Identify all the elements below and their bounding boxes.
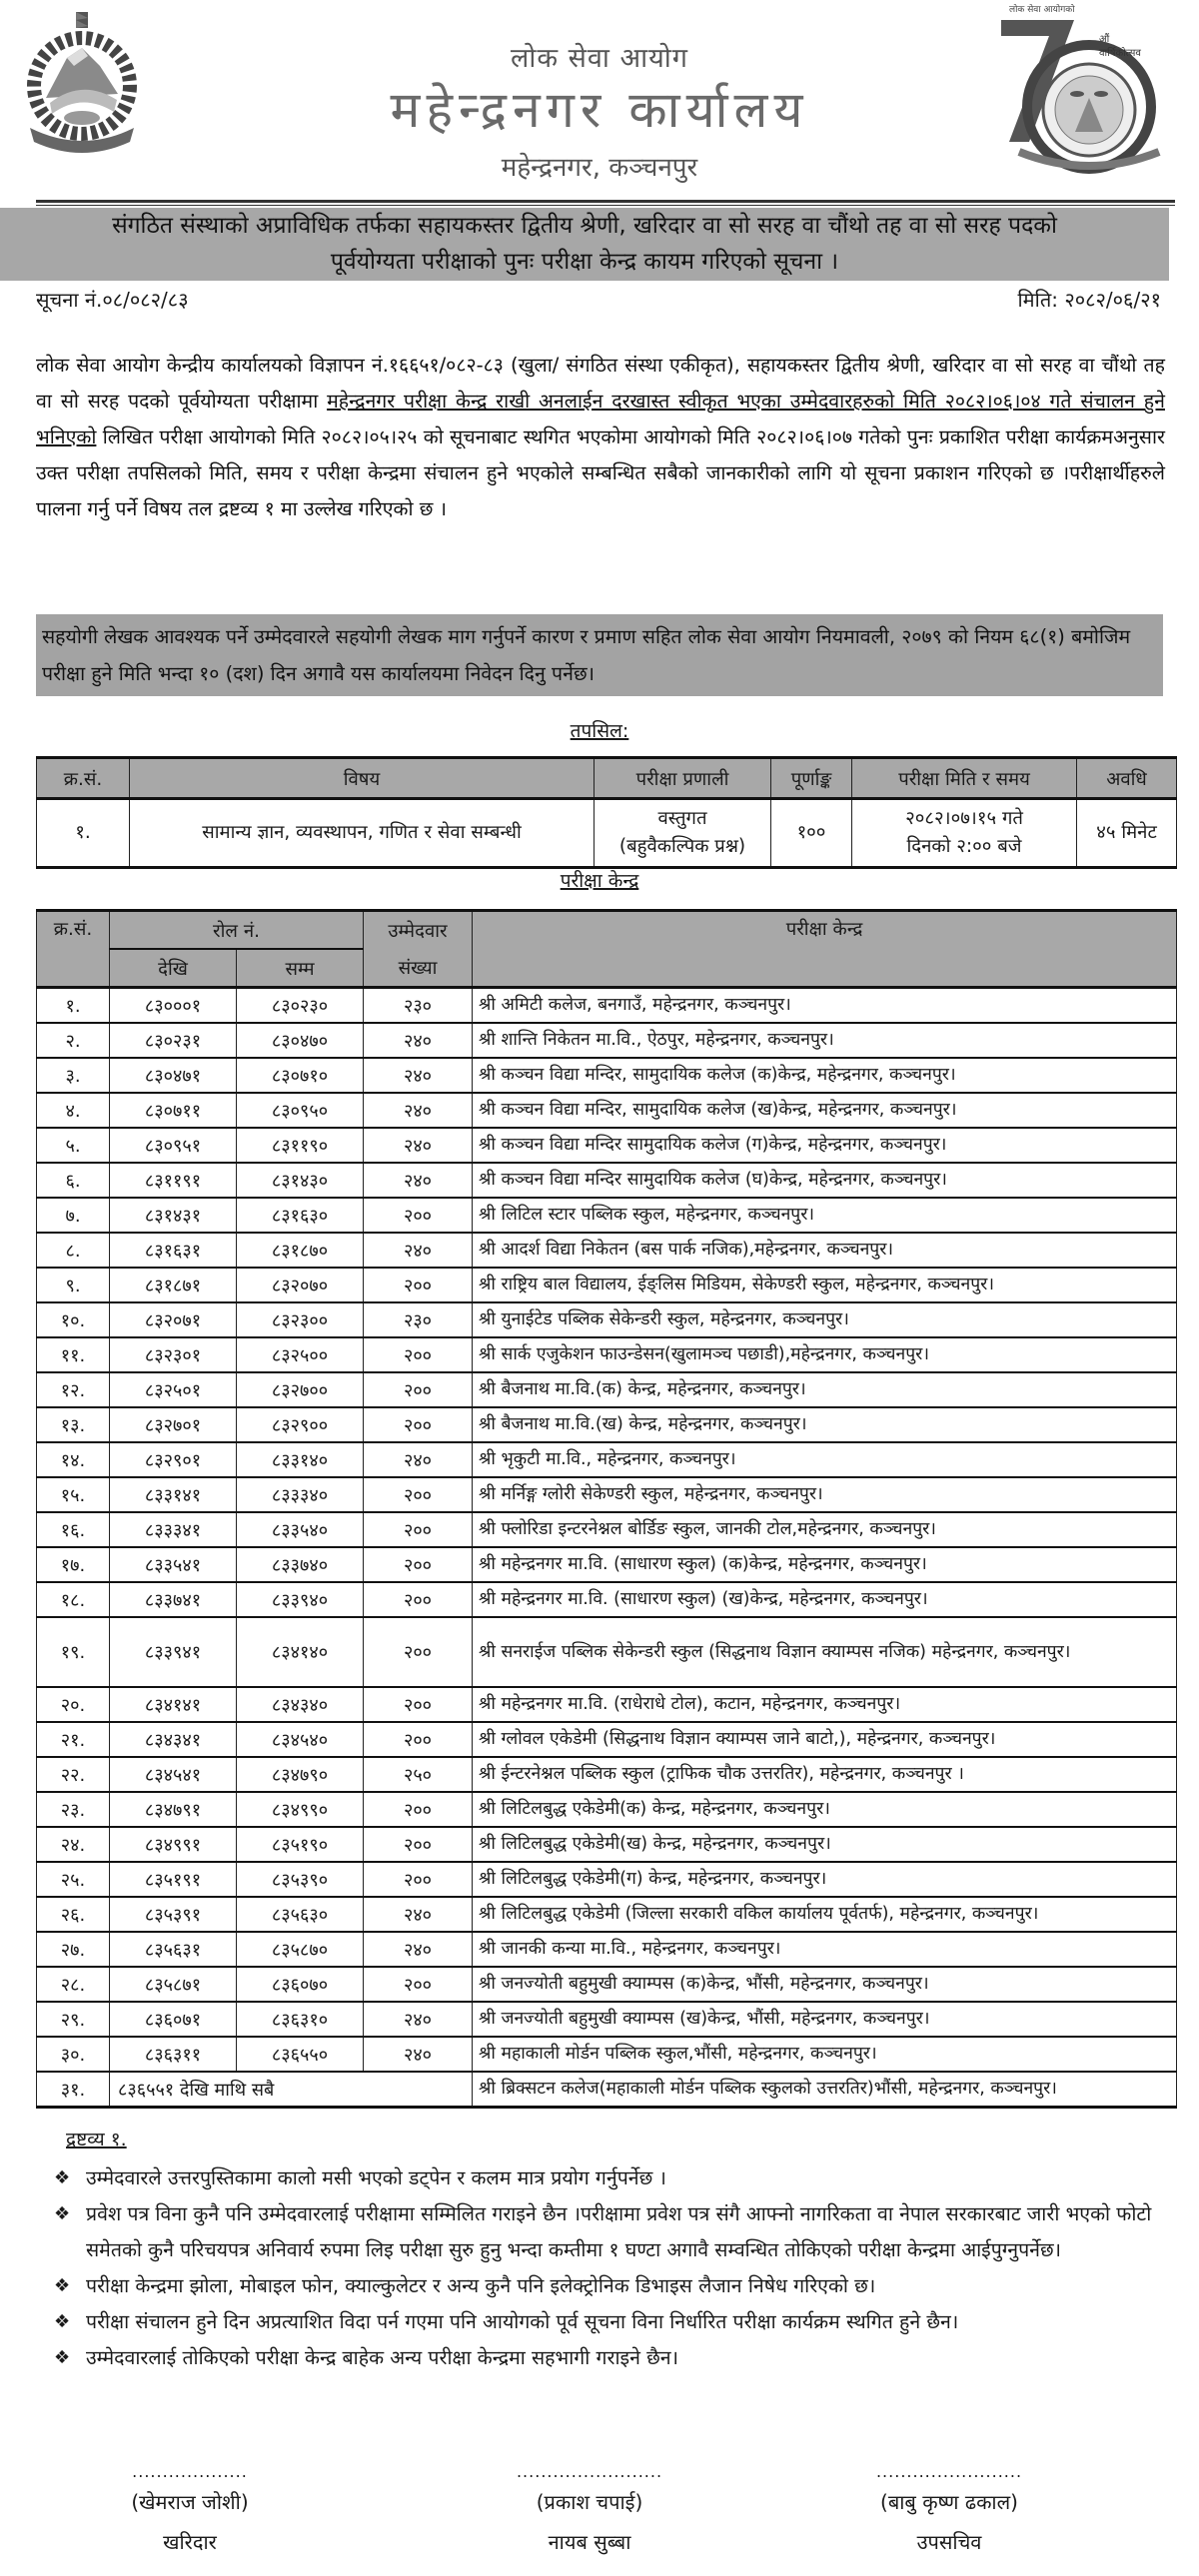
row-sn: १९. [37,1617,110,1687]
row-sn: ९. [37,1268,110,1302]
row-candidate-count: २४० [364,2037,473,2072]
row-roll-to: ८३३७४० [237,1547,364,1582]
col-header-full-marks: पूर्णाङ्क [771,758,852,799]
row-roll-to: ८३२५०० [237,1337,364,1372]
letterhead [0,0,1199,190]
signatory-name: (खेमराज जोशी) [131,2490,249,2514]
body-text-part-1: लोक सेवा आयोग केन्द्रीय कार्यालयको विज्ञापन नं.१६६५१/०८२-८३ (खुला/ संगठित संस्था एकीकृत), सहायकस्तर द्वितीय श्रेणी, खरिदार वा सो सरह वा चौंथो तह वा सो सरह पदको पूर्वयोग्यता परीक्षामा [36,354,1165,413]
row-center-name: श्री आदर्श विद्या निकेतन (बस पार्क नजिक),महेन्द्रनगर, कञ्चनपुर। [473,1233,1177,1268]
row-roll-from: ८३०२३१ [110,1023,237,1058]
centers-title [0,867,1199,893]
centers-header-row-1 [37,911,1177,950]
row-candidate-count: २४० [364,1023,473,1058]
schedule-title [0,717,1199,743]
table-row [37,1757,1177,1792]
note-text: प्रवेश पत्र विना कुनै पनि उम्मेदवारलाई परीक्षामा सम्मिलित गराइने छैन ।परीक्षामा प्रवेश पत्र संगै आफ्नो नागरिकता वा नेपाल सरकारबाट जारी भएको फोटो समेतको कुनै परिचयपत्र अनिवार्य रुपमा लिइ परीक्षा सुरु हुनु भन्दा कम्तीमा १ घण्टा अगावै सम्वन्धित तोकिएको परीक्षा केन्द्रमा आईपुग्नुपर्नेछ। [86,2202,1152,2261]
row-roll-from: ८३४१४१ [110,1687,237,1722]
row-sn: ८. [37,1233,110,1268]
notice-title-line-1: संगठित संस्थाको अप्राविधिक तर्फका सहायकस्तर द्वितीय श्रेणी, खरिदार वा सो सरह वा चौंथो तह वा सो सरह पदको [112,213,1057,239]
diamond-bullet-icon: ❖ [54,2347,71,2368]
col-header-count-line-1: उम्मेदवार [364,911,473,950]
row-sn: २६. [37,1897,110,1932]
table-row [37,1337,1177,1372]
exam-schedule-table [36,756,1177,869]
row-roll-to: ८३१६३० [237,1198,364,1233]
row-center-name: श्री जनज्योती बहुमुखी क्याम्पस (ख)केन्द्र, भौंसी, महेन्द्रनगर, कञ्चनपुर। [473,2002,1177,2037]
row-candidate-count: २०० [364,1372,473,1407]
row-candidate-count: २४० [364,1163,473,1198]
signatory-name: (बाबु कृष्ण ढकाल) [880,2490,1018,2514]
row-sn: ४. [37,1093,110,1128]
exam-centers-table [36,909,1177,2109]
row-roll-from: ८३२५०१ [110,1372,237,1407]
row-roll-from: ८३४७९१ [110,1792,237,1827]
helper-writer-notice: सहयोगी लेखक आवश्यक पर्ने उम्मेदवारले सहयोगी लेखक माग गर्नुपर्ने कारण र प्रमाण सहित लोक सेवा आयोग नियमावली, २०७९ को नियम ६८(१) बमोजिम परीक्षा हुने मिति भन्दा १० (दश) दिन अगावै यस कार्यालयमा निवेदन दिनु पर्नेछ। [36,614,1163,696]
signature-block-3 [819,2462,1079,2562]
table-row [37,1233,1177,1268]
row-sn: २. [37,1023,110,1058]
table-row [37,1093,1177,1128]
row-roll-from: ८३०४७१ [110,1058,237,1093]
row-sn: २९. [37,2002,110,2037]
diamond-bullet-icon: ❖ [54,2311,71,2332]
exam-date: २०८२।०७।१५ गते [905,808,1023,829]
schedule-subject: सामान्य ज्ञान, व्यवस्थापन, गणित र सेवा सम्बन्धी [130,799,595,868]
row-roll-from: ८३०००१ [110,988,237,1024]
col-header-roll-to: सम्म [237,949,364,988]
table-row [37,1932,1177,1967]
notice-number: सूचना नं.०८/०८२/८३ [36,288,189,312]
row-roll-to: ८३२९०० [237,1407,364,1442]
schedule-header-row [37,758,1177,799]
row-sn: १०. [37,1302,110,1337]
row-candidate-count: २३० [364,988,473,1024]
row-roll-from: ८३२३०१ [110,1337,237,1372]
row-sn: ३१. [37,2072,110,2108]
row-roll-to: ८३६५५० [237,2037,364,2072]
notice-title-band [0,208,1169,281]
row-sn: १२. [37,1372,110,1407]
row-center-name: श्री कञ्चन विद्या मन्दिर, सामुदायिक कलेज (क)केन्द्र, महेन्द्रनगर, कञ्चनपुर। [473,1058,1177,1093]
row-center-name: श्री कञ्चन विद्या मन्दिर, सामुदायिक कलेज (ख)केन्द्र, महेन्द्रनगर, कञ्चनपुर। [473,1093,1177,1128]
table-row [37,1477,1177,1512]
col-header-duration: अवधि [1077,758,1177,799]
row-roll-range-all: ८३६५५१ देखि माथि सबै [110,2072,473,2108]
row-roll-from: ८३३१४१ [110,1477,237,1512]
row-roll-to: ८३६३१० [237,2002,364,2037]
row-roll-to: ८३४१४० [237,1617,364,1687]
signatory-designation: उपसचिव [916,2530,982,2554]
table-row [37,1897,1177,1932]
row-roll-to: ८३४३४० [237,1687,364,1722]
row-sn: २८. [37,1967,110,2002]
table-row [37,1023,1177,1058]
row-sn: ६. [37,1163,110,1198]
note-item [48,2340,1167,2376]
row-sn: २०. [37,1687,110,1722]
row-sn: ७. [37,1198,110,1233]
schedule-full-marks: १०० [771,799,852,868]
notice-title-line-2: पूर्वयोग्यता परीक्षाको पुनः परीक्षा केन्द्र कायम गरिएको सूचना । [330,249,839,275]
row-roll-from: ८३५३९१ [110,1897,237,1932]
table-row [37,1792,1177,1827]
table-row [37,1547,1177,1582]
schedule-row [37,799,1177,868]
row-sn: २५. [37,1862,110,1897]
row-roll-from: ८३०७११ [110,1093,237,1128]
note-item [48,2268,1167,2304]
row-roll-from: ८३१४३१ [110,1198,237,1233]
row-center-name: श्री सनराईज पब्लिक सेकेन्डरी स्कुल (सिद्धनाथ विज्ञान क्याम्पस नजिक) महेन्द्रनगर, कञ्चनपुर। [473,1617,1177,1687]
table-row [37,1442,1177,1477]
office-location: महेन्द्रनगर, कञ्चनपुर [501,153,698,183]
col-header-count-line-2: संख्या [364,949,473,988]
row-roll-from: ८३१८७१ [110,1268,237,1302]
row-candidate-count: २३० [364,1302,473,1337]
row-roll-from: ८३५६३१ [110,1932,237,1967]
header-divider-thin [36,205,1175,206]
row-roll-from: ८३५८७१ [110,1967,237,2002]
office-name: महेन्द्रनगर कार्यालय [390,81,809,139]
centers-title-text: परीक्षा केन्द्र [560,870,639,892]
row-candidate-count: २०० [364,1477,473,1512]
body-text-part-2: लिखित परीक्षा आयोगको मिति २०८२।०५।२५ को सूचनाबाट स्थगित भएकोमा आयोगको मिति २०८२।०६।०७ गतेको पुनः प्रकाशित परीक्षा कार्यक्रमअनुसार उक्त परीक्षा तपसिलको मिति, समय र परीक्षा केन्द्रमा संचालन हुने भएकोले सम्बन्धित सबैको जानकारीको लागि यो सूचना प्रकाशन गरिएको छ ।परीक्षार्थीहरुले पालना गर्नु पर्ने विषय तल द्रष्टव्य १ मा उल्लेख गरिएको छ । [36,426,1165,520]
schedule-exam-system [595,799,771,868]
row-roll-to: ८३०२३० [237,988,364,1024]
row-roll-to: ८३४७९० [237,1757,364,1792]
exam-time: दिनको २:०० बजे [906,836,1022,857]
row-candidate-count: २०० [364,1792,473,1827]
diamond-bullet-icon: ❖ [54,2167,71,2188]
row-candidate-count: २४० [364,1058,473,1093]
row-roll-to: ८३२०७० [237,1268,364,1302]
row-roll-from: ८३११९१ [110,1163,237,1198]
row-roll-to: ८३१८७० [237,1233,364,1268]
row-center-name: श्री युनाईटेड पब्लिक सेकेन्डरी स्कुल, महेन्द्रनगर, कञ्चनपुर। [473,1302,1177,1337]
row-center-name: श्री महेन्द्रनगर मा.वि. (साधारण स्कुल) (क)केन्द्र, महेन्द्रनगर, कञ्चनपुर। [473,1547,1177,1582]
notice-body [36,348,1165,527]
row-roll-from: ८३१६३१ [110,1233,237,1268]
col-header-roll-from: देखि [110,949,237,988]
nepal-government-emblem-icon [22,8,142,158]
exam-system-line-2: (बहुवैकल्पिक प्रश्न) [618,836,746,857]
logo-suffix: औं [1099,34,1110,45]
table-row-last [37,2072,1177,2108]
row-roll-from: ८३४५४१ [110,1757,237,1792]
row-center-name: श्री फ्लोरिडा इन्टरनेश्नल बोर्डिङ स्कुल, जानकी टोल,महेन्द्रनगर, कञ्चनपुर। [473,1512,1177,1547]
row-roll-to: ८३०९५० [237,1093,364,1128]
row-roll-to: ८३१४३० [237,1163,364,1198]
table-row [37,2037,1177,2072]
table-row [37,1407,1177,1442]
row-roll-to: ८३५३९० [237,1862,364,1897]
row-center-name: श्री बैजनाथ मा.वि.(क) केन्द्र, महेन्द्रनगर, कञ्चनपुर। [473,1372,1177,1407]
row-roll-to: ८३२३०० [237,1302,364,1337]
row-roll-to: ८३२७०० [237,1372,364,1407]
row-roll-to: ८३४५४० [237,1722,364,1757]
signature-line: ........................ [516,2462,663,2481]
schedule-duration: ४५ मिनेट [1077,799,1177,868]
table-row [37,988,1177,1024]
row-sn: १६. [37,1512,110,1547]
row-candidate-count: २४० [364,1233,473,1268]
notes-list [48,2160,1167,2376]
table-row [37,2002,1177,2037]
table-row [37,1582,1177,1617]
row-candidate-count: २०० [364,1722,473,1757]
row-center-name: श्री बैजनाथ मा.वि.(ख) केन्द्र, महेन्द्रनगर, कञ्चनपुर। [473,1407,1177,1442]
diamond-bullet-icon: ❖ [54,2203,71,2224]
row-sn: १४. [37,1442,110,1477]
col-header-sn: क्र.सं. [37,911,110,988]
table-row [37,1722,1177,1757]
note-item [48,2160,1167,2196]
schedule-date-time [852,799,1077,868]
row-candidate-count: २०० [364,1582,473,1617]
row-roll-from: ८३३९४१ [110,1617,237,1687]
row-candidate-count: २४० [364,1897,473,1932]
signature-line: ........................ [875,2462,1023,2481]
row-candidate-count: २४० [364,1932,473,1967]
row-sn: २१. [37,1722,110,1757]
row-center-name: श्री लिटिल स्टार पब्लिक स्कुल, महेन्द्रनगर, कञ्चनपुर। [473,1198,1177,1233]
row-center-name: श्री लिटिलबुद्ध एकेडेमी(क) केन्द्र, महेन्द्रनगर, कञ्चनपुर। [473,1792,1177,1827]
col-header-sn: क्र.सं. [37,758,130,799]
row-center-name: श्री जानकी कन्या मा.वि., महेन्द्रनगर, कञ्चनपुर। [473,1932,1177,1967]
centers-table-body [37,988,1177,2108]
notes-title: द्रष्टव्य १. [66,2129,127,2150]
row-roll-to: ८३३३४० [237,1477,364,1512]
signatory-name: (प्रकाश चपाई) [536,2490,643,2514]
table-row [37,1372,1177,1407]
logo-subtitle: वार्षिकोत्सव [1099,48,1141,59]
table-row [37,1687,1177,1722]
row-sn: २३. [37,1792,110,1827]
note-item [48,2304,1167,2340]
row-center-name: श्री ग्लोवल एकेडेमी (सिद्धनाथ विज्ञान क्याम्पस जाने बाटो,), महेन्द्रनगर, कञ्चनपुर। [473,1722,1177,1757]
col-header-roll-no: रोल नं. [110,911,364,950]
row-center-name: श्री अमिटी कलेज, बनगाउँ, महेन्द्रनगर, कञ्चनपुर। [473,988,1177,1024]
row-candidate-count: २०० [364,1407,473,1442]
row-center-name: श्री सार्क एजुकेशन फाउन्डेसन(खुलामञ्च पछाडी),महेन्द्रनगर, कञ्चनपुर। [473,1337,1177,1372]
row-candidate-count: २०० [364,1827,473,1862]
signature-line: ................... [132,2462,248,2481]
col-header-date-time: परीक्षा मिति र समय [852,758,1077,799]
row-sn: १. [37,988,110,1024]
row-roll-to: ८३०४७० [237,1023,364,1058]
row-roll-from: ८३३३४१ [110,1512,237,1547]
row-sn: २७. [37,1932,110,1967]
row-roll-from: ८३२७०१ [110,1407,237,1442]
notice-date: मिति: २०८२/०६/२१ [1017,288,1161,312]
row-candidate-count: २०० [364,1198,473,1233]
row-center-name: श्री महाकाली मोर्डन पब्लिक स्कुल,भौंसी, महेन्द्रनगर, कञ्चनपुर। [473,2037,1177,2072]
row-roll-from: ८३२९०१ [110,1442,237,1477]
row-roll-to: ८३०७१० [237,1058,364,1093]
row-candidate-count: २४० [364,1442,473,1477]
row-sn: १८. [37,1582,110,1617]
row-roll-to: ८३३९४० [237,1582,364,1617]
table-row [37,1967,1177,2002]
row-roll-from: ८३३५४१ [110,1547,237,1582]
table-row [37,1058,1177,1093]
col-header-center: परीक्षा केन्द्र [473,911,1177,988]
row-roll-to: ८३३५४० [237,1512,364,1547]
table-row [37,1302,1177,1337]
row-candidate-count: २४० [364,2002,473,2037]
row-roll-to: ८३५६३० [237,1897,364,1932]
row-center-name: श्री लिटिलबुद्ध एकेडेमी(ख) केन्द्र, महेन्द्रनगर, कञ्चनपुर। [473,1827,1177,1862]
header-divider [36,200,1175,203]
row-roll-to: ८३४९९० [237,1792,364,1827]
row-sn: २२. [37,1757,110,1792]
row-roll-from: ८३०९५१ [110,1128,237,1163]
col-header-subject: विषय [130,758,595,799]
row-candidate-count: २०० [364,1337,473,1372]
row-center-name: श्री महेन्द्रनगर मा.वि. (साधारण स्कुल) (ख)केन्द्र, महेन्द्रनगर, कञ्चनपुर। [473,1582,1177,1617]
table-row [37,1128,1177,1163]
row-sn: ११. [37,1337,110,1372]
table-row [37,1862,1177,1897]
row-roll-to: ८३११९० [237,1128,364,1163]
note-text: उम्मेदवारलाई तोकिएको परीक्षा केन्द्र बाहेक अन्य परीक्षा केन्द्रमा सहभागी गराइने छैन। [86,2346,679,2369]
row-sn: १७. [37,1547,110,1582]
row-center-name: श्री ब्रिक्सटन कलेज(महाकाली मोर्डन पब्लिक स्कुलको उत्तरतिर)भौंसी, महेन्द्रनगर, कञ्चनपुर। [473,2072,1177,2108]
row-center-name: श्री राष्ट्रिय बाल विद्यालय, ईङ्लिस मिडियम, सेकेण्डरी स्कुल, महेन्द्रनगर, कञ्चनपुर। [473,1268,1177,1302]
row-sn: १५. [37,1477,110,1512]
table-row [37,1617,1177,1687]
row-candidate-count: २०० [364,1268,473,1302]
row-roll-to: ८३५८७० [237,1932,364,1967]
schedule-sn: १. [37,799,130,868]
row-center-name: श्री मर्निङ्ग ग्लोरी सेकेण्डरी स्कुल, महेन्द्रनगर, कञ्चनपुर। [473,1477,1177,1512]
table-row [37,1827,1177,1862]
col-header-exam-system: परीक्षा प्रणाली [595,758,771,799]
diamond-bullet-icon: ❖ [54,2275,71,2296]
organization-name: लोक सेवा आयोग [511,43,688,74]
row-candidate-count: २४० [364,1093,473,1128]
signatory-designation: खरिदार [163,2530,217,2554]
logo-top-text: लोक सेवा आयोगको [1009,5,1075,15]
row-roll-from: ८३६३११ [110,2037,237,2072]
row-center-name: श्री कञ्चन विद्या मन्दिर सामुदायिक कलेज (ग)केन्द्र, महेन्द्रनगर, कञ्चनपुर। [473,1128,1177,1163]
signature-block-2 [460,2462,719,2562]
row-candidate-count: २०० [364,1617,473,1687]
row-roll-from: ८३४९९१ [110,1827,237,1862]
body-underlined-text: महेन्द्रनगर परीक्षा केन्द्र राखी अनलाईन दरखास्त स्वीकृत भएका उम्मेदवारहरुको मिति २०८२।०६।०४ गते संचालन हुने भनिएको [36,390,1165,448]
row-sn: ३. [37,1058,110,1093]
row-center-name: श्री महेन्द्रनगर मा.वि. (राधेराधे टोल), कटान, महेन्द्रनगर, कञ्चनपुर। [473,1687,1177,1722]
schedule-title-text: तपसिल: [570,720,629,742]
row-sn: २४. [37,1827,110,1862]
table-row [37,1163,1177,1198]
row-candidate-count: २४० [364,1128,473,1163]
row-center-name: श्री कञ्चन विद्या मन्दिर सामुदायिक कलेज (घ)केन्द्र, महेन्द्रनगर, कञ्चनपुर। [473,1163,1177,1198]
row-candidate-count: २०० [364,1512,473,1547]
row-center-name: श्री जनज्योती बहुमुखी क्याम्पस (क)केन्द्र, भौंसी, महेन्द्रनगर, कञ्चनपुर। [473,1967,1177,2002]
note-text: परीक्षा संचालन हुने दिन अप्रत्याशित विदा पर्न गएमा पनि आयोगको पूर्व सूचना विना निर्धारित परीक्षा कार्यक्रम स्थगित हुने छैन। [86,2310,959,2333]
signature-block-1 [60,2462,320,2562]
row-center-name: श्री भृकुटी मा.वि., महेन्द्रनगर, कञ्चनपुर। [473,1442,1177,1477]
psc-75th-anniversary-logo-icon [979,2,1169,177]
row-candidate-count: २५० [364,1757,473,1792]
row-center-name: श्री लिटिलबुद्ध एकेडेमी (जिल्ला सरकारी वकिल कार्यालय पूर्वतर्फ), महेन्द्रनगर, कञ्चनपुर। [473,1897,1177,1932]
note-text: परीक्षा केन्द्रमा झोला, मोबाइल फोन, क्याल्कुलेटर र अन्य कुनै पनि इलेक्ट्रोनिक डिभाइस लैजान निषेध गरिएको छ। [86,2274,876,2297]
exam-system-line-1: वस्तुगत [657,808,707,829]
row-roll-to: ८३३१४० [237,1442,364,1477]
signatory-designation: नायब सुब्बा [548,2530,631,2554]
row-candidate-count: २०० [364,1687,473,1722]
table-row [37,1268,1177,1302]
row-sn: ३०. [37,2037,110,2072]
row-candidate-count: २०० [364,1862,473,1897]
table-row [37,1198,1177,1233]
table-row [37,1512,1177,1547]
row-roll-to: ८३५१९० [237,1827,364,1862]
row-roll-from: ८३५१९१ [110,1862,237,1897]
row-roll-from: ८३४३४१ [110,1722,237,1757]
row-sn: ५. [37,1128,110,1163]
row-center-name: श्री शान्ति निकेतन मा.वि., ऐठपुर, महेन्द्रनगर, कञ्चनपुर। [473,1023,1177,1058]
row-roll-from: ८३२०७१ [110,1302,237,1337]
row-candidate-count: २०० [364,1967,473,2002]
row-center-name: श्री ईन्टरनेश्नल पब्लिक स्कुल (ट्राफिक चौक उत्तरतिर), महेन्द्रनगर, कञ्चनपुर । [473,1757,1177,1792]
row-roll-from: ८३३७४१ [110,1582,237,1617]
note-text: उम्मेदवारले उत्तरपुस्तिकामा कालो मसी भएको डट्पेन र कलम मात्र प्रयोग गर्नुपर्नेछ । [86,2166,666,2189]
row-roll-from: ८३६०७१ [110,2002,237,2037]
row-roll-to: ८३६०७० [237,1967,364,2002]
row-candidate-count: २०० [364,1547,473,1582]
row-center-name: श्री लिटिलबुद्ध एकेडेमी(ग) केन्द्र, महेन्द्रनगर, कञ्चनपुर। [473,1862,1177,1897]
row-sn: १३. [37,1407,110,1442]
note-item [48,2196,1167,2268]
